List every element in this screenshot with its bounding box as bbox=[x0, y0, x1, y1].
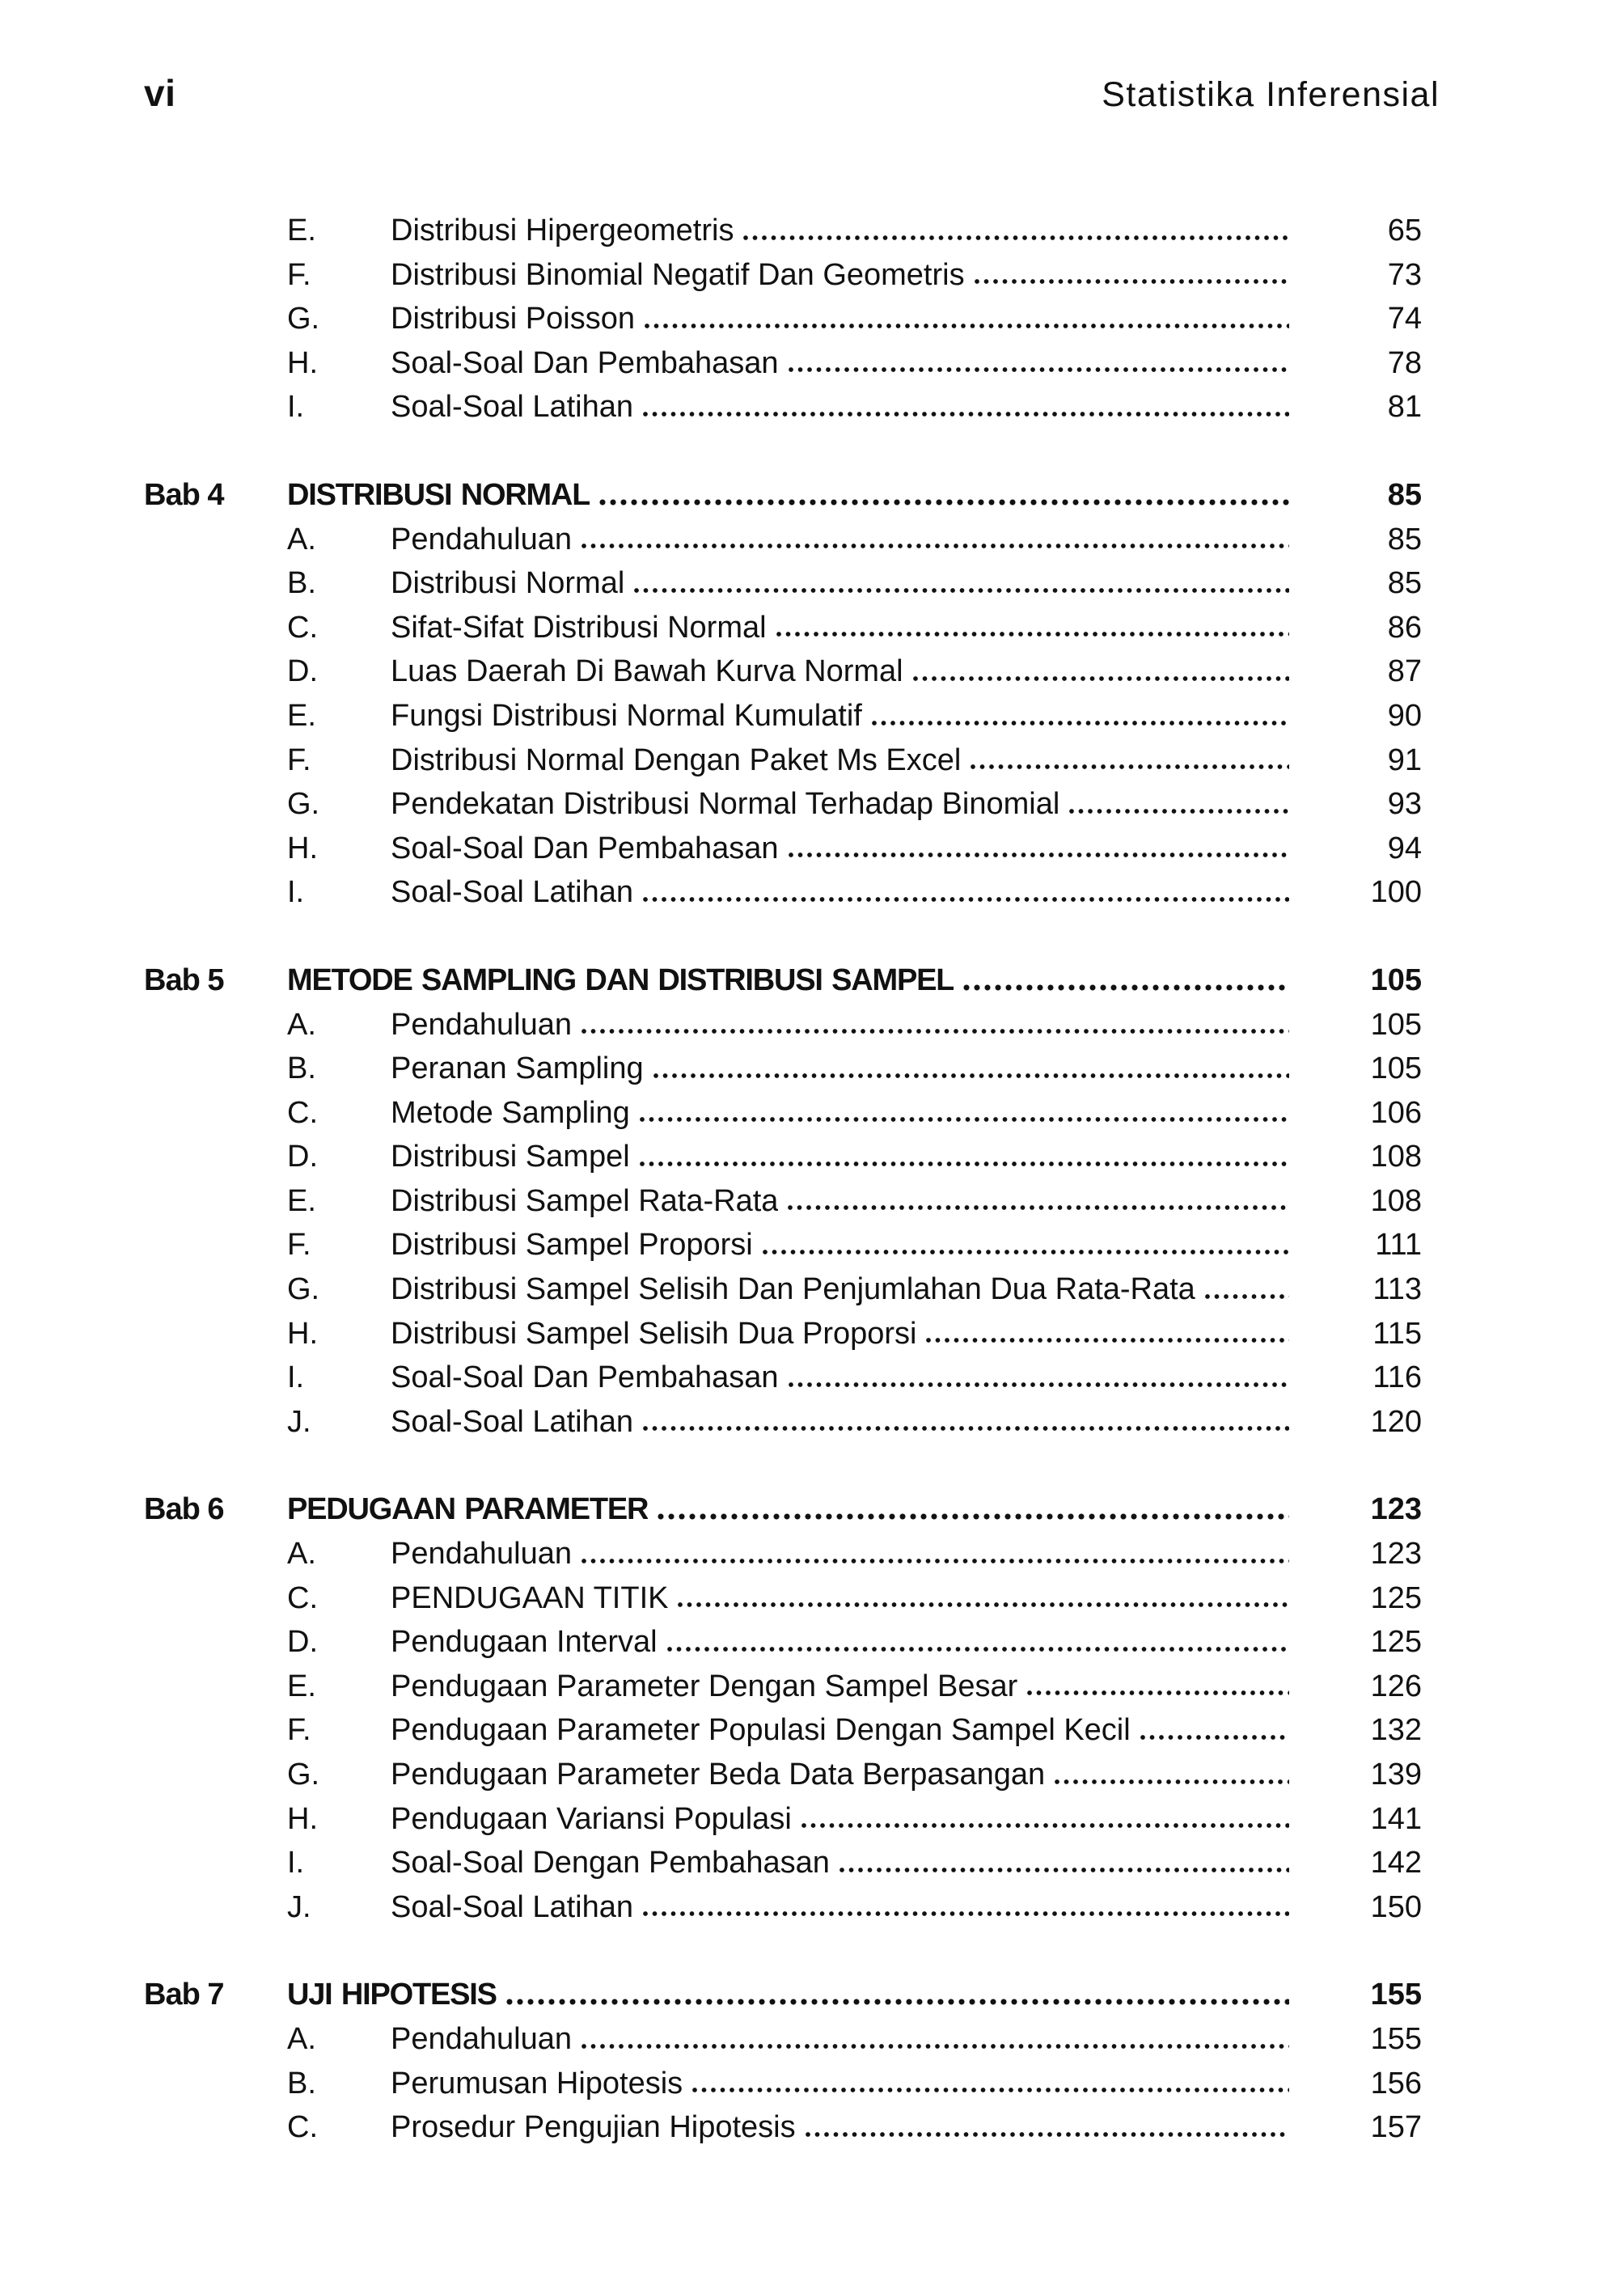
toc-entry-row bbox=[144, 1797, 1422, 1842]
dotted-leader bbox=[763, 1248, 1289, 1256]
toc-entry-row bbox=[144, 870, 1422, 915]
toc-entry-row bbox=[144, 1753, 1422, 1797]
entry-letter: B. bbox=[287, 2066, 316, 2101]
entry-page-number: 108 bbox=[1370, 1183, 1422, 1218]
entry-letter: E. bbox=[287, 214, 316, 247]
entry-letter: A. bbox=[287, 1537, 316, 1572]
entry-page-number: 73 bbox=[1387, 257, 1422, 292]
entry-page-number: 105 bbox=[1370, 1007, 1422, 1042]
toc-entry-row bbox=[144, 1708, 1422, 1753]
entry-letter: G. bbox=[287, 1272, 320, 1307]
dotted-leader bbox=[599, 498, 1289, 506]
dotted-leader bbox=[658, 1512, 1289, 1521]
entry-page-number: 65 bbox=[1387, 214, 1422, 247]
entry-letter: J. bbox=[287, 1404, 311, 1439]
entry-letter: I. bbox=[287, 390, 305, 425]
entry-letter: C. bbox=[287, 610, 318, 645]
dotted-leader bbox=[1205, 1292, 1289, 1301]
dotted-leader bbox=[640, 1160, 1289, 1168]
entry-page-number: 139 bbox=[1370, 1758, 1422, 1792]
dotted-leader bbox=[645, 322, 1289, 330]
entry-page-number: 86 bbox=[1387, 610, 1422, 645]
dotted-leader bbox=[971, 763, 1289, 771]
toc-entry-row bbox=[144, 518, 1422, 562]
entry-title: Pendahuluan bbox=[391, 1537, 572, 1572]
chapter-page-number: 123 bbox=[1370, 1492, 1422, 1527]
entry-page-number: 123 bbox=[1370, 1537, 1422, 1572]
dotted-leader bbox=[667, 1645, 1289, 1653]
dotted-leader bbox=[913, 675, 1289, 683]
dotted-leader bbox=[926, 1336, 1289, 1344]
dotted-leader bbox=[582, 1027, 1289, 1035]
chapter-number-label: Bab 7 bbox=[144, 1978, 224, 2012]
toc-entry-row bbox=[144, 1400, 1422, 1445]
toc-entry-row bbox=[144, 1532, 1422, 1576]
entry-title: Perumusan Hipotesis bbox=[391, 2066, 683, 2101]
chapter-title: UJI HIPOTESIS bbox=[287, 1978, 497, 2012]
toc-entry-row bbox=[144, 1091, 1422, 1136]
entry-letter: B. bbox=[287, 566, 316, 601]
entry-title: Soal-Soal Dan Pembahasan bbox=[391, 1360, 779, 1395]
entry-page-number: 106 bbox=[1370, 1095, 1422, 1130]
entry-page-number: 120 bbox=[1370, 1404, 1422, 1439]
entry-letter: B. bbox=[287, 1051, 316, 1086]
entry-letter: G. bbox=[287, 302, 320, 336]
entry-page-number: 74 bbox=[1387, 302, 1422, 336]
entry-title: Pendahuluan bbox=[391, 522, 572, 556]
toc-entry-row bbox=[144, 1312, 1422, 1356]
entry-page-number: 90 bbox=[1387, 698, 1422, 733]
dotted-leader bbox=[963, 984, 1289, 992]
entry-page-number: 111 bbox=[1375, 1228, 1422, 1263]
dotted-leader bbox=[643, 1910, 1289, 1918]
entry-title: Prosedur Pengujian Hipotesis bbox=[391, 2110, 796, 2145]
dotted-leader bbox=[788, 1204, 1289, 1212]
toc-entry-row bbox=[144, 2105, 1422, 2150]
dotted-leader bbox=[653, 1072, 1289, 1080]
toc-entry-row bbox=[144, 209, 1422, 253]
entry-title: Pendahuluan bbox=[391, 2021, 572, 2056]
toc-entry-row bbox=[144, 1047, 1422, 1091]
dotted-leader bbox=[678, 1601, 1289, 1609]
chapter-page-number: 155 bbox=[1370, 1978, 1422, 2012]
toc-entry-row bbox=[144, 2062, 1422, 2106]
toc-entry-row bbox=[144, 1003, 1422, 1047]
toc-entry-row bbox=[144, 1576, 1422, 1621]
entry-letter: J. bbox=[287, 1889, 311, 1924]
dotted-leader bbox=[643, 410, 1289, 418]
toc-chapter-items bbox=[144, 2017, 1422, 2150]
entry-title: Pendugaan Variansi Populasi bbox=[391, 1801, 792, 1836]
dotted-leader bbox=[743, 234, 1289, 242]
toc-chapter-items bbox=[144, 1003, 1422, 1445]
toc-entry-row bbox=[144, 2017, 1422, 2062]
entry-title: Distribusi Sampel Selisih Dan Penjumlahan Dua Rata-Rata bbox=[391, 1272, 1195, 1307]
entry-page-number: 93 bbox=[1387, 787, 1422, 822]
entry-page-number: 156 bbox=[1370, 2066, 1422, 2101]
toc-entry-row bbox=[144, 827, 1422, 871]
entry-title: Distribusi Binomial Negatif Dan Geometris bbox=[391, 257, 965, 292]
chapter-number-label: Bab 6 bbox=[144, 1492, 224, 1527]
entry-title: Pendugaan Parameter Populasi Dengan Sampel Kecil bbox=[391, 1713, 1131, 1748]
entry-letter: A. bbox=[287, 522, 316, 556]
entry-page-number: 100 bbox=[1370, 875, 1422, 910]
toc-entry-row bbox=[144, 341, 1422, 386]
toc-entry-row bbox=[144, 1841, 1422, 1885]
dotted-leader bbox=[582, 542, 1289, 550]
toc-chapter-items bbox=[144, 209, 1422, 429]
entry-page-number: 85 bbox=[1387, 566, 1422, 601]
entry-title: Soal-Soal Dan Pembahasan bbox=[391, 345, 779, 380]
dotted-leader bbox=[582, 2042, 1289, 2050]
dotted-leader bbox=[789, 366, 1289, 374]
toc-chapter-group bbox=[144, 1973, 1422, 2149]
entry-title: Sifat-Sifat Distribusi Normal bbox=[391, 610, 767, 645]
entry-letter: G. bbox=[287, 787, 320, 822]
toc-chapter-row bbox=[144, 958, 1422, 1003]
entry-letter: H. bbox=[287, 1801, 318, 1836]
entry-title: Luas Daerah Di Bawah Kurva Normal bbox=[391, 654, 903, 689]
entry-page-number: 141 bbox=[1370, 1801, 1422, 1836]
toc-entry-row bbox=[144, 1665, 1422, 1709]
entry-letter: H. bbox=[287, 345, 318, 380]
chapter-title: METODE SAMPLING DAN DISTRIBUSI SAMPEL bbox=[287, 962, 954, 997]
entry-page-number: 125 bbox=[1370, 1580, 1422, 1615]
entry-page-number: 115 bbox=[1372, 1316, 1422, 1351]
toc-chapter-group bbox=[144, 473, 1422, 915]
chapter-page-number: 105 bbox=[1370, 962, 1422, 997]
entry-letter: D. bbox=[287, 1625, 318, 1660]
entry-title: Pendekatan Distribusi Normal Terhadap Binomial bbox=[391, 787, 1060, 822]
entry-title: Pendugaan Parameter Dengan Sampel Besar bbox=[391, 1669, 1018, 1703]
toc-chapter-group bbox=[144, 209, 1422, 429]
entry-letter: D. bbox=[287, 654, 318, 689]
toc-entry-row bbox=[144, 1356, 1422, 1400]
chapter-title: DISTRIBUSI NORMAL bbox=[287, 477, 590, 512]
dotted-leader bbox=[776, 630, 1289, 638]
entry-title: Soal-Soal Dan Pembahasan bbox=[391, 831, 779, 865]
dotted-leader bbox=[872, 719, 1289, 727]
entry-title: Distribusi Normal bbox=[391, 566, 625, 601]
dotted-leader bbox=[801, 1821, 1289, 1830]
dotted-leader bbox=[1069, 807, 1289, 815]
entry-page-number: 132 bbox=[1370, 1713, 1422, 1748]
dotted-leader bbox=[506, 1998, 1289, 2006]
toc-chapter-row bbox=[144, 473, 1422, 518]
entry-page-number: 150 bbox=[1370, 1889, 1422, 1924]
entry-page-number: 125 bbox=[1370, 1625, 1422, 1660]
dotted-leader bbox=[582, 1557, 1289, 1565]
entry-page-number: 113 bbox=[1372, 1272, 1422, 1307]
entry-letter: H. bbox=[287, 1316, 318, 1351]
dotted-leader bbox=[975, 277, 1289, 286]
toc-entry-row bbox=[144, 782, 1422, 827]
entry-letter: C. bbox=[287, 1580, 318, 1615]
entry-title: Distribusi Sampel Proporsi bbox=[391, 1228, 753, 1263]
toc-chapter-group bbox=[144, 958, 1422, 1445]
entry-letter: E. bbox=[287, 1669, 316, 1703]
entry-letter: F. bbox=[287, 742, 311, 777]
entry-letter: A. bbox=[287, 2021, 316, 2056]
entry-title: Pendugaan Parameter Beda Data Berpasangan bbox=[391, 1758, 1046, 1792]
entry-letter: I. bbox=[287, 1846, 305, 1881]
dotted-leader bbox=[1027, 1689, 1289, 1697]
toc-entry-row bbox=[144, 561, 1422, 606]
toc-entry-row bbox=[144, 253, 1422, 298]
entry-letter: E. bbox=[287, 698, 316, 733]
chapter-number-label: Bab 5 bbox=[144, 962, 224, 997]
entry-letter: C. bbox=[287, 1095, 318, 1130]
entry-page-number: 155 bbox=[1370, 2021, 1422, 2056]
entry-title: Metode Sampling bbox=[391, 1095, 630, 1130]
table-of-contents bbox=[144, 209, 1422, 2150]
toc-entry-row bbox=[144, 738, 1422, 783]
entry-title: Soal-Soal Latihan bbox=[391, 1889, 633, 1924]
dotted-leader bbox=[634, 586, 1289, 594]
entry-title: Distribusi Sampel Selisih Dua Proporsi bbox=[391, 1316, 917, 1351]
toc-entry-row bbox=[144, 297, 1422, 341]
toc-chapter-row bbox=[144, 1487, 1422, 1532]
toc-entry-row bbox=[144, 649, 1422, 694]
entry-page-number: 126 bbox=[1370, 1669, 1422, 1703]
entry-title: Soal-Soal Latihan bbox=[391, 1404, 633, 1439]
entry-title: Distribusi Hipergeometris bbox=[391, 214, 734, 247]
dotted-leader bbox=[643, 895, 1289, 903]
entry-title: Fungsi Distribusi Normal Kumulatif bbox=[391, 698, 862, 733]
running-book-title: Statistika Inferensial bbox=[1102, 75, 1440, 114]
entry-letter: G. bbox=[287, 1758, 320, 1792]
chapter-page-number: 85 bbox=[1387, 477, 1422, 512]
dotted-leader bbox=[1140, 1733, 1289, 1741]
dotted-leader bbox=[643, 1424, 1289, 1432]
toc-chapter-items bbox=[144, 518, 1422, 915]
entry-letter: H. bbox=[287, 831, 318, 865]
entry-page-number: 78 bbox=[1387, 345, 1422, 380]
toc-entry-row bbox=[144, 385, 1422, 429]
toc-entry-row bbox=[144, 1179, 1422, 1224]
entry-page-number: 142 bbox=[1370, 1846, 1422, 1881]
dotted-leader bbox=[789, 851, 1289, 859]
entry-letter: I. bbox=[287, 875, 305, 910]
entry-page-number: 87 bbox=[1387, 654, 1422, 689]
entry-page-number: 91 bbox=[1387, 742, 1422, 777]
toc-entry-row bbox=[144, 1223, 1422, 1267]
dotted-leader bbox=[839, 1866, 1289, 1874]
dotted-leader bbox=[789, 1381, 1289, 1389]
entry-title: Pendugaan Interval bbox=[391, 1625, 658, 1660]
entry-letter: F. bbox=[287, 257, 311, 292]
entry-letter: I. bbox=[287, 1360, 305, 1395]
entry-title: Distribusi Poisson bbox=[391, 302, 635, 336]
page-number-folio: vi bbox=[144, 72, 176, 114]
entry-letter: F. bbox=[287, 1713, 311, 1748]
entry-letter: D. bbox=[287, 1140, 318, 1174]
toc-chapter-group bbox=[144, 1487, 1422, 1929]
dotted-leader bbox=[1055, 1778, 1289, 1786]
entry-letter: F. bbox=[287, 1228, 311, 1263]
toc-entry-row bbox=[144, 1885, 1422, 1930]
entry-page-number: 94 bbox=[1387, 831, 1422, 865]
entry-title: Soal-Soal Latihan bbox=[391, 875, 633, 910]
entry-page-number: 108 bbox=[1370, 1140, 1422, 1174]
chapter-number-label: Bab 4 bbox=[144, 477, 224, 512]
dotted-leader bbox=[692, 2086, 1289, 2094]
chapter-title: PEDUGAAN PARAMETER bbox=[287, 1492, 649, 1527]
entry-title: Pendahuluan bbox=[391, 1007, 572, 1042]
toc-chapter-items bbox=[144, 1532, 1422, 1929]
entry-title: Distribusi Sampel bbox=[391, 1140, 630, 1174]
entry-page-number: 85 bbox=[1387, 522, 1422, 556]
entry-title: Peranan Sampling bbox=[391, 1051, 644, 1086]
toc-entry-row bbox=[144, 606, 1422, 650]
toc-entry-row bbox=[144, 694, 1422, 738]
entry-page-number: 105 bbox=[1370, 1051, 1422, 1086]
toc-entry-row bbox=[144, 1620, 1422, 1665]
toc-entry-row bbox=[144, 1267, 1422, 1312]
entry-title: Distribusi Sampel Rata-Rata bbox=[391, 1183, 779, 1218]
toc-chapter-row bbox=[144, 1973, 1422, 2017]
dotted-leader bbox=[640, 1115, 1289, 1123]
entry-title: Soal-Soal Dengan Pembahasan bbox=[391, 1846, 830, 1881]
entry-letter: E. bbox=[287, 1183, 316, 1218]
entry-letter: A. bbox=[287, 1007, 316, 1042]
running-header bbox=[144, 71, 1440, 115]
toc-entry-row bbox=[144, 1135, 1422, 1179]
entry-title: Distribusi Normal Dengan Paket Ms Excel bbox=[391, 742, 962, 777]
entry-page-number: 81 bbox=[1387, 390, 1422, 425]
entry-page-number: 116 bbox=[1372, 1360, 1422, 1395]
entry-page-number: 157 bbox=[1370, 2110, 1422, 2145]
entry-title: PENDUGAAN TITIK bbox=[391, 1580, 669, 1615]
dotted-leader bbox=[806, 2130, 1289, 2139]
entry-title: Soal-Soal Latihan bbox=[391, 390, 633, 425]
entry-letter: C. bbox=[287, 2110, 318, 2145]
